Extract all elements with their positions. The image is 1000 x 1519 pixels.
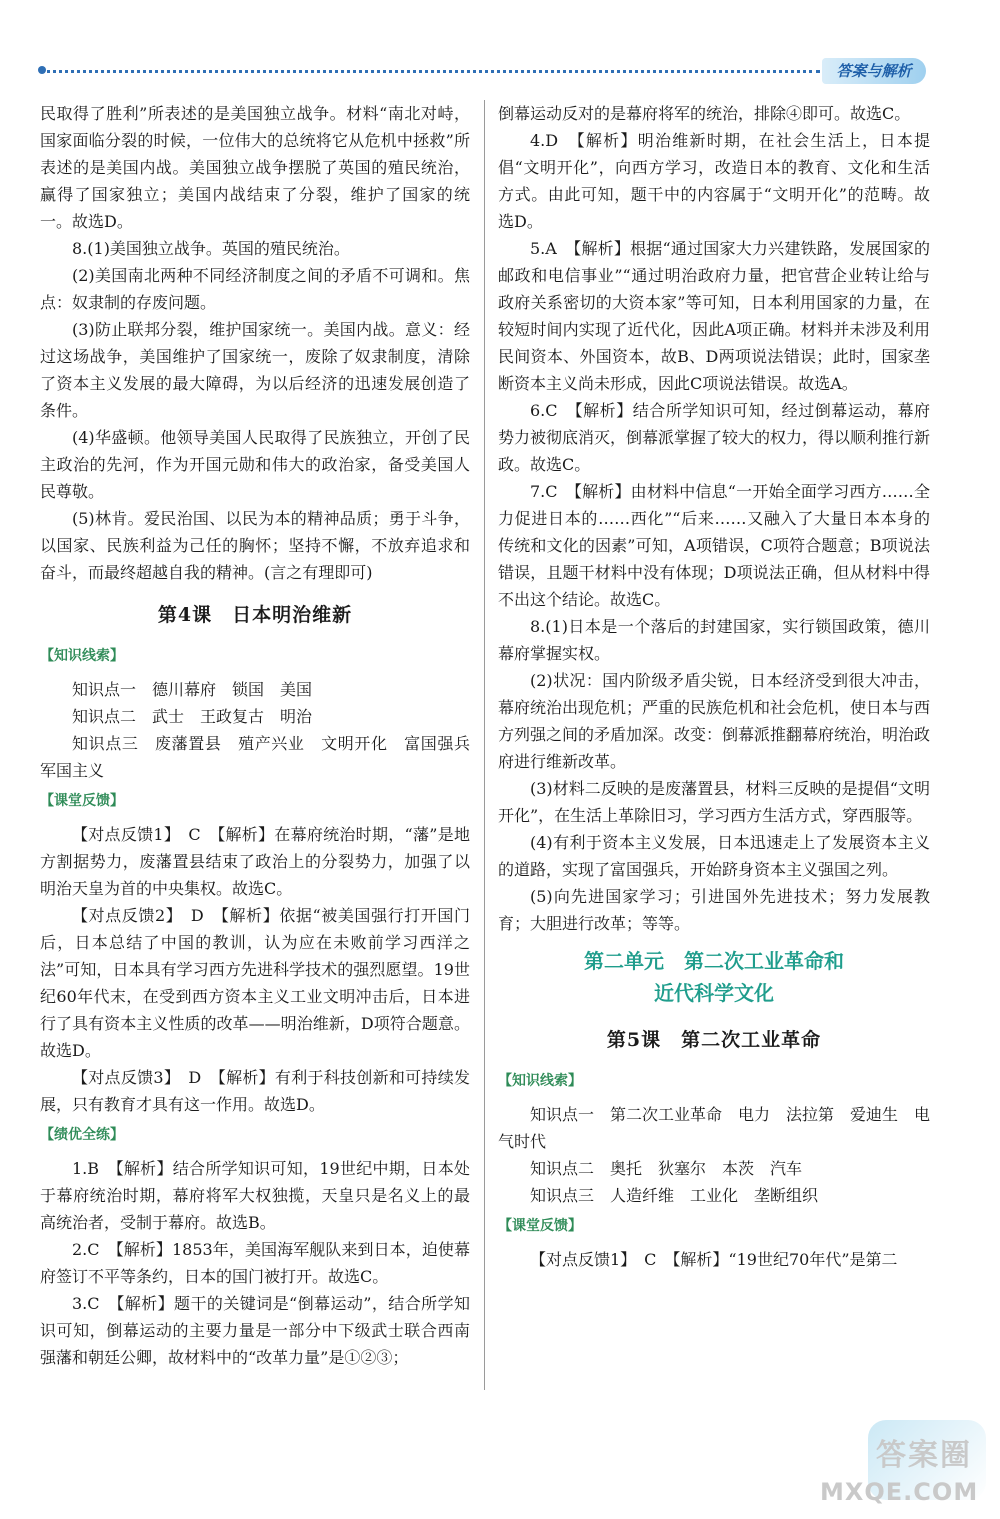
feedback-1: 【对点反馈1】 C 【解析】在幕府统治时期，“藩”是地方割据势力，废藩置县结束了政治上的分裂势力，加强了以明治天皇为首的中央集权。故选C。 (40, 825, 470, 898)
unit-2-title-line-2: 近代科学文化 (654, 981, 774, 1005)
answer-6: 6.C 【解析】结合所学知识可知，经过倒幕运动，幕府势力被彻底消灭，倒幕派掌握了较大的权力，得以顺利推行新政。故选C。 (498, 401, 931, 474)
knowledge-point-3: 知识点三 人造纤维 工业化 垄断组织 (530, 1186, 819, 1205)
knowledge-point-1: 知识点一 第二次工业革命 电力 法拉第 爱迪生 电气时代 (498, 1105, 931, 1151)
section-tag-knowledge: 【知识线索】 (40, 648, 124, 664)
unit-2-title-line-1: 第二单元 第二次工业革命和 (584, 949, 844, 973)
answer-8-2: (2)状况：国内阶级矛盾尖锐，日本经济受到很大冲击，幕府统治出现危机；严重的民族危机和社会危机，使日本与西方列强之间的矛盾加深。改变：倒幕派推翻幕府统治，明治政府进行维新改革。 (498, 671, 931, 771)
knowledge-point-1: 知识点一 德川幕府 锁国 美国 (72, 680, 313, 699)
header-dotted-rule (40, 70, 820, 73)
answer-8-1: 8.(1)日本是一个落后的封建国家，实行锁国政策，德川幕府掌握实权。 (498, 617, 930, 663)
answer-3: 3.C 【解析】题干的关键词是“倒幕运动”，结合所学知识可知，倒幕运动的主要力量是一部分中下级武士联合西南强藩和朝廷公卿，故材料中的“改革力量”是①②③； (40, 1294, 470, 1367)
answer-8-2: (2)美国南北两种不同经济制度之间的矛盾不可调和。焦点：奴隶制的存废问题。 (40, 266, 470, 312)
header-section-tag: 答案与解析 (822, 58, 926, 84)
answer-7: 7.C 【解析】由材料中信息“一开始全面学习西方……全力促进日本的……西化”“后来……又融入了大量日本本身的传统和文化的因素”可知，A项错误，C项符合题意；B项说法错误，且题干材料中没有体现；D项说法正确，但从材料中得不出这个结论。故选C。 (498, 482, 930, 609)
answer-8-3: (3)材料二反映的是废藩置县，材料三反映的是提倡“文明开化”，在生活上革除旧习，学习西方生活方式，穿西服等。 (498, 779, 930, 825)
answer-8-5: (5)向先进国家学习；引进国外先进技术；努力发展教育；大胆进行改革；等等。 (498, 887, 930, 933)
feedback-3: 【对点反馈3】 D 【解析】有利于科技创新和可持续发展，只有教育才具有这一作用。故选D。 (40, 1068, 470, 1114)
answer-2: 2.C 【解析】1853年，美国海军舰队来到日本，迫使幕府签订不平等条约，日本的国门被打开。故选C。 (40, 1240, 470, 1286)
answer-1: 1.B 【解析】结合所学知识可知，19世纪中期，日本处于幕府统治时期，幕府将军大权独揽，天皇只是名义上的最高统治者，受制于幕府。故选B。 (40, 1159, 470, 1232)
answer-8-4: (4)华盛顿。他领导美国人民取得了民族独立，开创了民主政治的先河，作为开国元勋和伟大的政治家，备受美国人民尊敬。 (40, 428, 470, 501)
answer-4: 4.D 【解析】明治维新时期，在社会生活上，日本提倡“文明开化”，向西方学习，改造日本的教育、文化和生活方式。由此可知，题干中的内容属于“文明开化”的范畴。故选D。 (498, 131, 930, 231)
lesson-4-title: 第4课 日本明治维新 (157, 604, 353, 626)
knowledge-point-3: 知识点三 废藩置县 殖产兴业 文明开化 富国强兵 军国主义 (40, 734, 487, 780)
section-tag-knowledge: 【知识线索】 (498, 1073, 582, 1089)
answer-8-3: (3)防止联邦分裂，维护国家统一。美国内战。意义：经过这场战争，美国维护了国家统一，废除了奴隶制度，清除了资本主义发展的最大障碍，为以后经济的迅速发展创造了条件。 (40, 320, 470, 420)
section-tag-feedback: 【课堂反馈】 (498, 1218, 582, 1234)
answer-8-1: 8.(1)美国独立战争。英国的殖民统治。 (72, 239, 350, 258)
answer-8-5: (5)林肯。爱民治国、以民为本的精神品质；勇于斗争，以国家、民族利益为己任的胸怀；坚持不懈，不放弃追求和奋斗，而最终超越自我的精神。(言之有理即可) (40, 509, 470, 582)
knowledge-point-2: 知识点二 奥托 狄塞尔 本茨 汽车 (530, 1159, 803, 1178)
section-tag-practice: 【绩优全练】 (40, 1127, 124, 1143)
unit-2-title (498, 945, 930, 1009)
answer-5: 5.A 【解析】根据“通过国家大力兴建铁路，发展国家的邮政和电信事业”“通过明治政府力量，把官营企业转让给与政府关系密切的大资本家”等可知，日本利用国家的力量，在较短时间内实现了近代化，因此A项正确。材料并未涉及利用民间资本、外国资本，故B、D两项说法错误；此时，国家垄断资本主义尚未形成，因此C项说法错误。故选A。 (498, 239, 930, 393)
right-column (498, 100, 930, 1273)
watermark-url: MXQE.COM (820, 1478, 979, 1506)
feedback-2: 【对点反馈2】 D 【解析】依据“被美国强行打开国门后，日本总结了中国的教训，认为应在未败前学习西洋之法”可知，日本具有学习西方先进科学技术的强烈愿望。19世纪60年代末，在受到西方资本主义工业文明冲击后，日本进行了具有资本主义性质的改革——明治维新，D项符合题意。故选D。 (40, 906, 470, 1060)
feedback-1: 【对点反馈1】 C 【解析】“19世纪70年代”是第二 (530, 1250, 898, 1269)
section-tag-feedback: 【课堂反馈】 (40, 793, 124, 809)
left-column (40, 100, 487, 1371)
paragraph: 倒幕运动反对的是幕府将军的统治，排除④即可。故选C。 (498, 104, 911, 123)
paragraph: 民取得了胜利”所表述的是美国独立战争。材料“南北对峙，国家面临分裂的时候，一位伟大的总统将它从危机中拯救”所表述的是美国内战。美国独立战争摆脱了英国的殖民统治，赢得了国家独立；美国内战结束了分裂，维护了国家的统一。故选D。 (40, 104, 470, 231)
answer-8-4: (4)有利于资本主义发展，日本迅速走上了发展资本主义的道路，实现了富国强兵，开始跻身资本主义强国之列。 (498, 833, 930, 879)
watermark-logo: 答案圈 (876, 1438, 972, 1473)
lesson-5-title: 第5课 第二次工业革命 (606, 1029, 822, 1051)
knowledge-point-2: 知识点二 武士 王政复古 明治 (72, 707, 313, 726)
